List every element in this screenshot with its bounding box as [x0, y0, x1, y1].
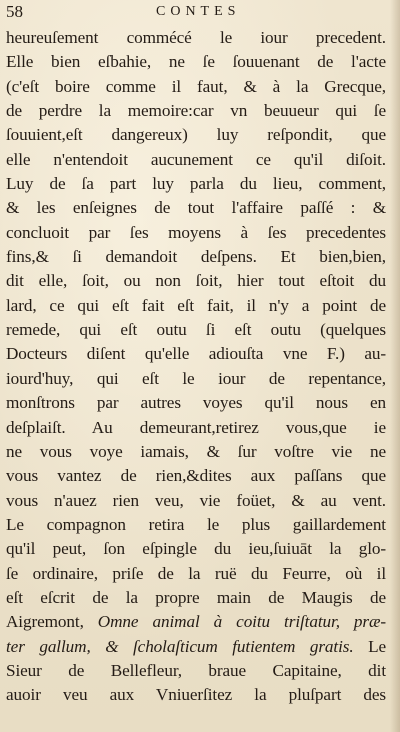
text-line [6, 440, 386, 464]
text-line [6, 294, 386, 318]
text-segment: deſplaiſt. Au demeurant,retirez vous,que ie [6, 417, 386, 437]
text-line [6, 562, 386, 586]
text-segment: Le compagnon retira le plus gaillardement [6, 514, 386, 534]
text-segment: iourd'huy, qui eſt le iour de repentance, [6, 368, 386, 388]
text-line [6, 635, 386, 659]
text-line [6, 586, 386, 610]
text-line [6, 50, 386, 74]
text-line [6, 26, 386, 50]
text-line [6, 269, 386, 293]
text-segment: vous vantez de rien,&dites aux paſſans que [6, 466, 386, 486]
text-segment: de perdre la memoire:car vn beuueur qui ſe [6, 101, 386, 121]
text-line [6, 99, 386, 123]
text-line [6, 172, 386, 196]
text-segment: Elle bien eſbahie, ne ſe ſouuenant de l'acte [6, 52, 386, 72]
text-segment: monſtrons par autres voyes qu'il nous en [6, 393, 386, 413]
text-segment: dit elle, ſoit, ou non ſoit, hier tout eſtoit du [6, 271, 386, 291]
text-segment: remede, qui eſt outu ſi eſt outu (quelques [6, 320, 386, 340]
text-segment: elle n'entendoit aucunement ce qu'il diſoit. [6, 149, 386, 169]
text-segment: vous n'auez rien veu, vie foüet, & au vent. [6, 490, 386, 510]
text-segment: heureuſement commécé le iour precedent. [6, 28, 386, 47]
text-line [6, 342, 386, 366]
text-line [6, 659, 386, 683]
text-line [6, 391, 386, 415]
text-line [6, 683, 386, 707]
text-segment: lard, ce qui eſt fait eſt fait, il n'y a point de [6, 295, 386, 315]
text-line [6, 75, 386, 99]
text-line [6, 464, 386, 488]
text-segment: Sieur de Bellefleur, braue Capitaine, dit [6, 660, 386, 680]
text-segment: Aigremont, [6, 612, 98, 632]
text-line [6, 318, 386, 342]
text-segment: fins,& ſi demandoit deſpens. Et bien,bien, [6, 247, 386, 267]
body-text [6, 26, 386, 708]
text-segment: concluoit par ſes moyens à ſes precedentes [6, 222, 386, 242]
running-head [6, 2, 390, 24]
text-line [6, 513, 386, 537]
latin-quote: ter gallum, & ſcholaſticum futientem gratis. [6, 636, 354, 656]
text-line [6, 221, 386, 245]
text-segment: eſt eſcrit de la propre main de Maugis de [6, 587, 386, 607]
text-line [6, 537, 386, 561]
text-segment: auoir veu aux Vniuerſitez la pluſpart des [6, 685, 386, 705]
text-segment: ſouuient,eſt dangereux) luy reſpondit, que [6, 125, 386, 145]
text-line [6, 245, 386, 269]
page-number: 58 [6, 2, 23, 21]
text-line [6, 489, 386, 513]
text-line [6, 148, 386, 172]
text-segment: ſe ordinaire, priſe de la ruë du Feurre, où il [6, 563, 386, 583]
text-segment: & les enſeignes de tout l'affaire paſſé : & [6, 198, 386, 218]
text-segment: Docteurs diſent qu'elle adiouſta vne F.) au- [6, 344, 386, 364]
text-segment: Le [353, 636, 386, 656]
text-segment: ne vous voye iamais, & ſur voſtre vie ne [6, 441, 386, 461]
text-segment: Luy de ſa part luy parla du lieu, comment, [6, 174, 386, 194]
text-line [6, 196, 386, 220]
text-line [6, 367, 386, 391]
text-segment: qu'il peut, ſon eſpingle du ieu,ſuiuāt la glo- [6, 539, 386, 559]
text-line [6, 610, 386, 634]
text-line [6, 416, 386, 440]
text-line [6, 123, 386, 147]
running-title: CONTES [156, 4, 241, 19]
text-segment: (c'eſt boire comme il faut, & à la Grecque, [6, 76, 386, 96]
latin-quote: Omne animal à coitu triſtatur, præ- [97, 612, 386, 632]
